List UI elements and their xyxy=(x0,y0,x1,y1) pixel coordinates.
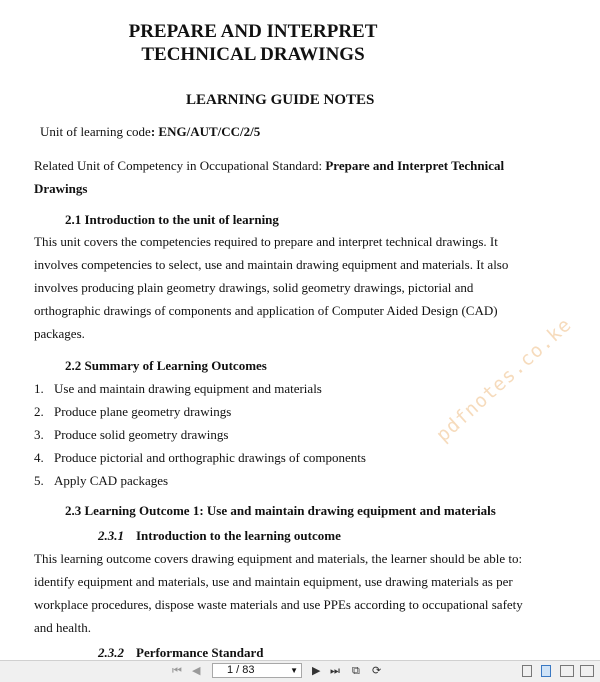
list-item: 4. Produce pictorial and orthographic drawings of components xyxy=(34,450,366,465)
section-title: Introduction to the learning outcome xyxy=(136,528,341,543)
two-page-continuous-view-icon[interactable] xyxy=(580,665,594,677)
body-line: This unit covers the competencies required to prepare and interpret technical drawings. It xyxy=(34,234,498,249)
page-number-input[interactable] xyxy=(212,663,302,678)
section-2-1-body xyxy=(34,230,574,345)
section-2-3-1-body xyxy=(34,547,584,639)
body-line: involves competencies to select, use and maintain drawing equipment and materials. It also xyxy=(34,257,509,272)
section-2-3-heading: 2.3 Learning Outcome 1: Use and maintain drawing equipment and materials xyxy=(65,503,496,518)
list-item: 5. Apply CAD packages xyxy=(34,473,169,488)
previous-page-icon[interactable]: ◀ xyxy=(192,665,201,677)
first-page-icon[interactable]: ⏮ xyxy=(172,665,182,677)
next-page-icon[interactable]: ▶ xyxy=(312,665,321,677)
list-item: 1. Use and maintain drawing equipment and materials xyxy=(34,381,322,396)
rotate-icon[interactable]: ⟳ xyxy=(372,665,382,677)
body-line: orthographic drawings of components and application of Computer Aided Design (CAD) xyxy=(34,303,498,318)
watermark-text: pdfnotes.co.ke xyxy=(432,313,577,447)
continuous-view-icon[interactable] xyxy=(541,665,551,677)
document-title: PREPARE AND INTERPRET TECHNICAL DRAWINGS xyxy=(128,21,378,65)
related-unit-line xyxy=(34,154,534,200)
two-page-view-icon[interactable] xyxy=(560,665,574,677)
body-line: workplace procedures, dispose waste materials and use PPEs according to occupational safety xyxy=(34,597,523,612)
body-line: and health. xyxy=(34,620,92,635)
copy-icon[interactable]: ⧉ xyxy=(352,665,360,677)
page-indicator: 1 / 83 xyxy=(227,664,255,676)
body-line: involves producing plain geometry drawings, solid geometry drawings, pictorial and xyxy=(34,280,474,295)
related-unit-label: Related Unit of Competency in Occupational Standard: xyxy=(34,158,326,173)
body-line: identify equipment and materials, use and maintain equipment, use drawing materials as per xyxy=(34,574,513,589)
section-number: 2.3.2 xyxy=(98,645,124,660)
section-title: Performance Standard xyxy=(136,645,264,660)
single-page-view-icon[interactable] xyxy=(522,665,532,677)
list-item: 2. Produce plane geometry drawings xyxy=(34,404,232,419)
pdf-viewer-toolbar xyxy=(0,660,600,682)
section-2-3-1-heading xyxy=(98,528,341,544)
learning-outcomes-list xyxy=(34,377,366,492)
unit-code-value: : ENG/AUT/CC/2/5 xyxy=(150,124,261,139)
chevron-down-icon: ▼ xyxy=(290,666,298,675)
related-unit-value: Prepare and Interpret Technical Drawings xyxy=(34,158,505,196)
document-subtitle: LEARNING GUIDE NOTES xyxy=(186,92,375,108)
body-line: This learning outcome covers drawing equipment and materials, the learner should be able to: xyxy=(34,551,523,566)
section-2-2-heading: 2.2 Summary of Learning Outcomes xyxy=(65,358,267,373)
body-line: packages. xyxy=(34,326,85,341)
last-page-icon[interactable]: ⏭ xyxy=(330,665,340,677)
section-2-3-2-heading xyxy=(98,645,263,660)
unit-code-line xyxy=(40,120,260,143)
section-2-1-heading: 2.1 Introduction to the unit of learning xyxy=(65,212,279,227)
unit-code-label: Unit of learning code xyxy=(40,124,151,139)
list-item: 3. Produce solid geometry drawings xyxy=(34,427,229,442)
section-number: 2.3.1 xyxy=(98,528,124,543)
